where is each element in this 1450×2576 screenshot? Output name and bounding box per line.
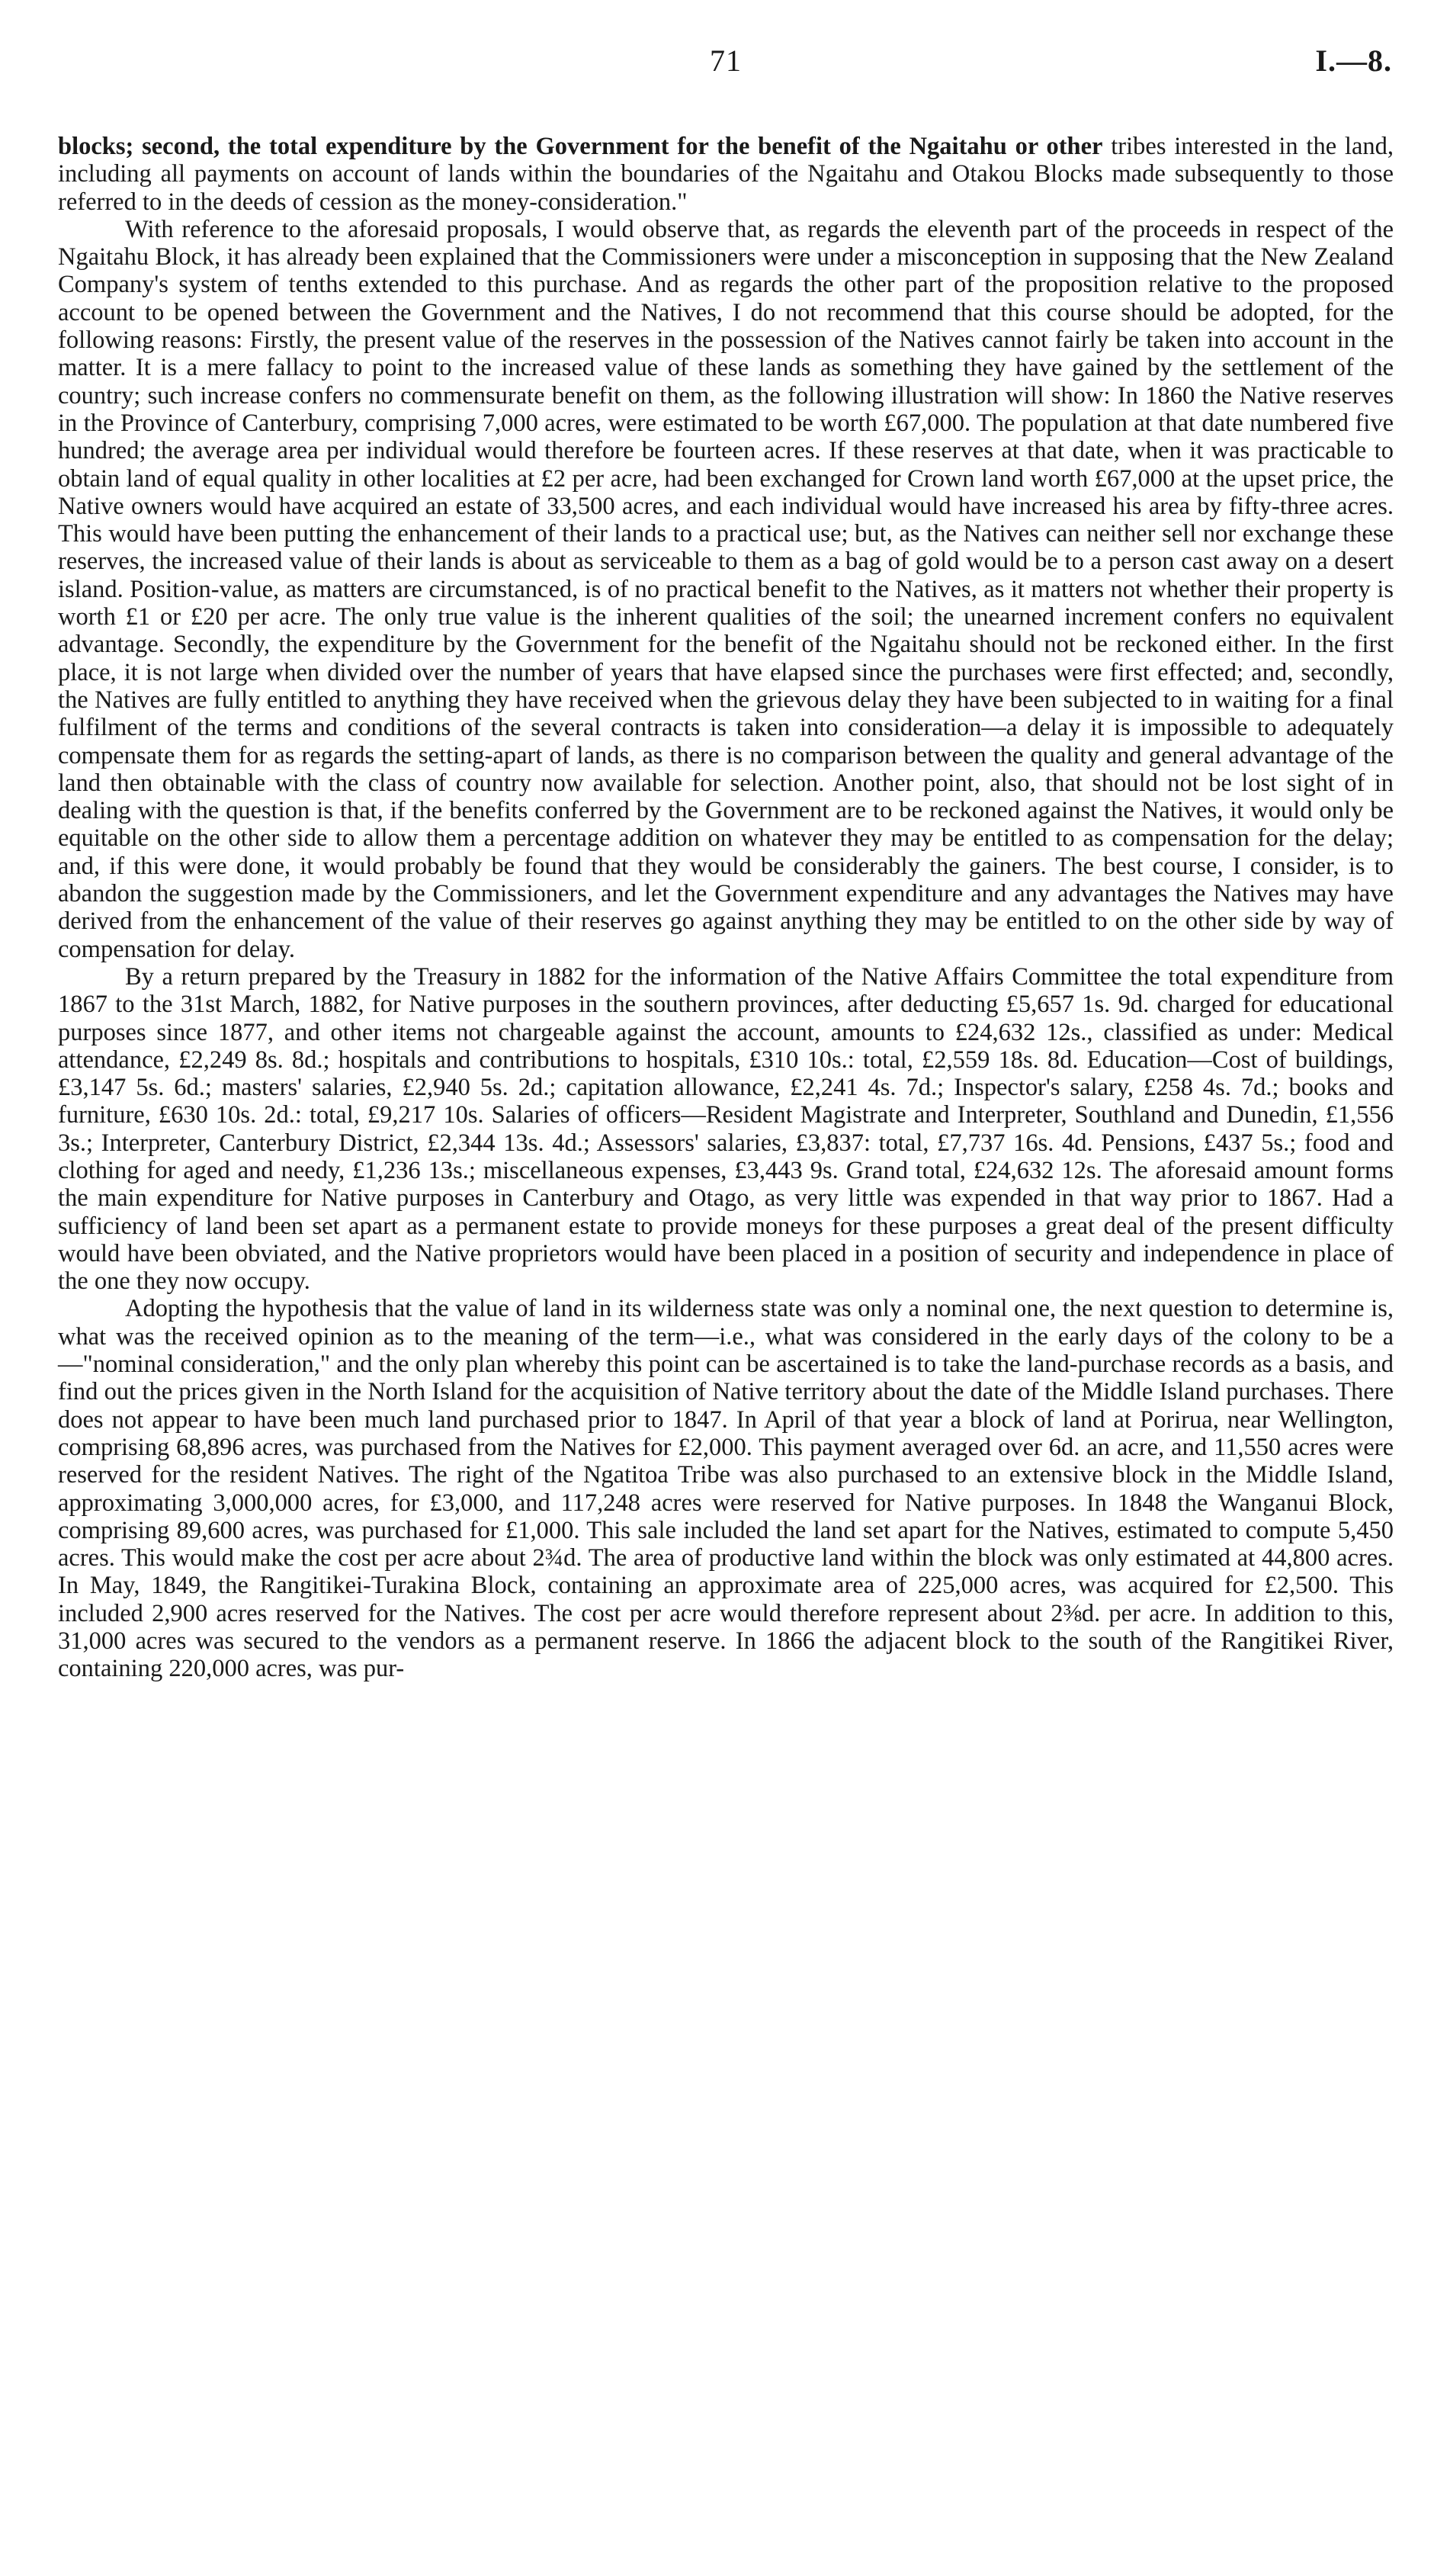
page-number: 71 (710, 43, 742, 78)
document-page (58, 41, 1394, 1683)
body-text (58, 133, 1394, 1683)
paragraph-nominal-consideration: Adopting the hypothesis that the value of land in its wilderness state was only a nominal one, the next question to determine is, what was the received opinion as to the meaning of the term—i.e., what was considered in the early days of the colony to be a—"nominal consideration," and the only plan whereby this point can be ascertained is to take the land-purchase records as a basis, and find out the prices given in the North Island for the acquisition of Native territory about the date of the Middle Island purchases. There does not appear to have been much land purchased prior to 1847. In April of that year a block of land at Porirua, near Wellington, comprising 68,896 acres, was purchased from the Natives for £2,000. This payment averaged over 6d. an acre, and 11,550 acres were reserved for the resident Natives. The right of the Ngatitoa Tribe was also purchased to an extensive block in the Middle Island, approximating 3,000,000 acres, for £3,000, and 117,248 acres were reserved for Native purposes. In 1848 the Wanganui Block, comprising 89,600 acres, was purchased for £1,000. This sale included the land set apart for the Natives, estimated to compute 5,450 acres. This would make the cost per acre about 2¾d. The area of productive land within the block was only estimated at 44,800 acres. In May, 1849, the Rangitikei-Turakina Block, containing an approximate area of 225,000 acres, was acquired for £2,500. This included 2,900 acres reserved for the Natives. The cost per acre would therefore represent about 2⅜d. per acre. In addition to this, 31,000 acres was secured to the vendors as a permanent reserve. In 1866 the adjacent block to the south of the Rangitikei River, containing 220,000 acres, was pur- (58, 1295, 1394, 1683)
paragraph-text: tribes interested in the land, including all payments on account of lands within the boundaries of the Ngaitahu and Otakou Blocks made subsequently to those referred to in the deeds of cession as the money-consideration." (58, 133, 1394, 216)
paragraph-lead-line: blocks; second, the total expenditure by the Government for the benefit of the Ngaitahu or other (58, 133, 1103, 160)
paragraph-treasury-return: By a return prepared by the Treasury in 1882 for the information of the Native Affairs Committee the total expenditure from 1867 to the 31st March, 1882, for Native purposes in the southern provinces, after deducting £5,657 1s. 9d. charged for educational purposes since 1877, and other items not chargeable against the account, amounts to £24,632 12s., classified as under: Medical attendance, £2,249 8s. 8d.; hospitals and contributions to hospitals, £310 10s.: total, £2,559 18s. 8d. Education—Cost of buildings, £3,147 5s. 6d.; masters' salaries, £2,940 5s. 2d.; capitation allowance, £2,241 4s. 7d.; Inspector's salary, £258 4s. 7d.; books and furniture, £630 10s. 2d.: total, £9,217 10s. Salaries of officers—Resident Magistrate and Interpreter, Southland and Dunedin, £1,556 3s.; Interpreter, Canterbury District, £2,344 13s. 4d.; Assessors' salaries, £3,837: total, £7,737 16s. 4d. Pensions, £437 5s.; food and clothing for aged and needy, £1,236 13s.; miscellaneous expenses, £3,443 9s. Grand total, £24,632 12s. The aforesaid amount forms the main expenditure for Native purposes in Canterbury and Otago, as very little was expended in that way prior to 1867. Had a sufficiency of land been set apart as a permanent estate to provide moneys for these purposes a great deal of the present difficulty would have been obviated, and the Native proprietors would have been placed in a position of security and independence in place of the one they now occupy. (58, 962, 1394, 1296)
document-reference: I.—8. (1315, 43, 1392, 78)
page-header (58, 41, 1394, 87)
paragraph-reserves-argument: With reference to the aforesaid proposals, I would observe that, as regards the eleventh part of the proceeds in respect of the Ngaitahu Block, it has already been explained that the Commissioners were under a misconception in supposing that the New Zealand Company's system of tenths extended to this purchase. And as regards the other part of the proposition relative to the proposed account to be opened between the Government and the Natives, I do not recommend that this course should be adopted, for the following reasons: Firstly, the present value of the reserves in the possession of the Natives cannot fairly be taken into account in the matter. It is a mere fallacy to point to the increased value of these lands as something they have gained by the settlement of the country; such increase confers no commensurate benefit on them, as the following illustration will show: In 1860 the Native reserves in the Province of Canterbury, comprising 7,000 acres, were estimated to be worth £67,000. The population at that date numbered five hundred; the average area per individual would therefore be fourteen acres. If these reserves at that date, when it was practicable to obtain land of equal quality in other localities at £2 per acre, had been exchanged for Crown land worth £67,000 at the upset price, the Native owners would have acquired an estate of 33,500 acres, and each individual would have increased his area by fifty-three acres. This would have been putting the enhancement of their lands to a practical use; but, as the Natives can neither sell nor exchange these reserves, the increased value of their lands is about as serviceable to them as a bag of gold would be to a person cast away on a desert island. Position-value, as matters are circumstanced, is of no practical benefit to the Natives, as it matters not whether their property is worth £1 or £20 per acre. The only true value is the inherent qualities of the soil; the unearned increment confers no equivalent advantage. Secondly, the expenditure by the Government for the benefit of the Ngaitahu should not be reckoned either. In the first place, it is not large when divided over the number of years that have elapsed since the purchases were first effected; and, secondly, the Natives are fully entitled to anything they have received when the grievous delay they have been subjected to in waiting for a final fulfilment of the terms and conditions of the several contracts is taken into consideration—a delay it is impossible to adequately compensate them for as regards the setting-apart of lands, as there is no comparison between the quality and general advantage of the land then obtainable with the class of country now available for selection. Another point, also, that should not be lost sight of in dealing with the question is that, if the benefits conferred by the Government are to be reckoned against the Natives, it would only be equitable on the other side to allow them a percentage addition on whatever they may be entitled to as compensation for the delay; and, if this were done, it would probably be found that they would be considerably the gainers. The best course, I consider, is to abandon the suggestion made by the Commissioners, and let the Government expenditure and any advantages the Natives may have derived from the enhancement of the value of their reserves go against anything they may be entitled to on the other side by way of compensation for delay. (58, 215, 1394, 963)
paragraph-continued (58, 133, 1394, 216)
